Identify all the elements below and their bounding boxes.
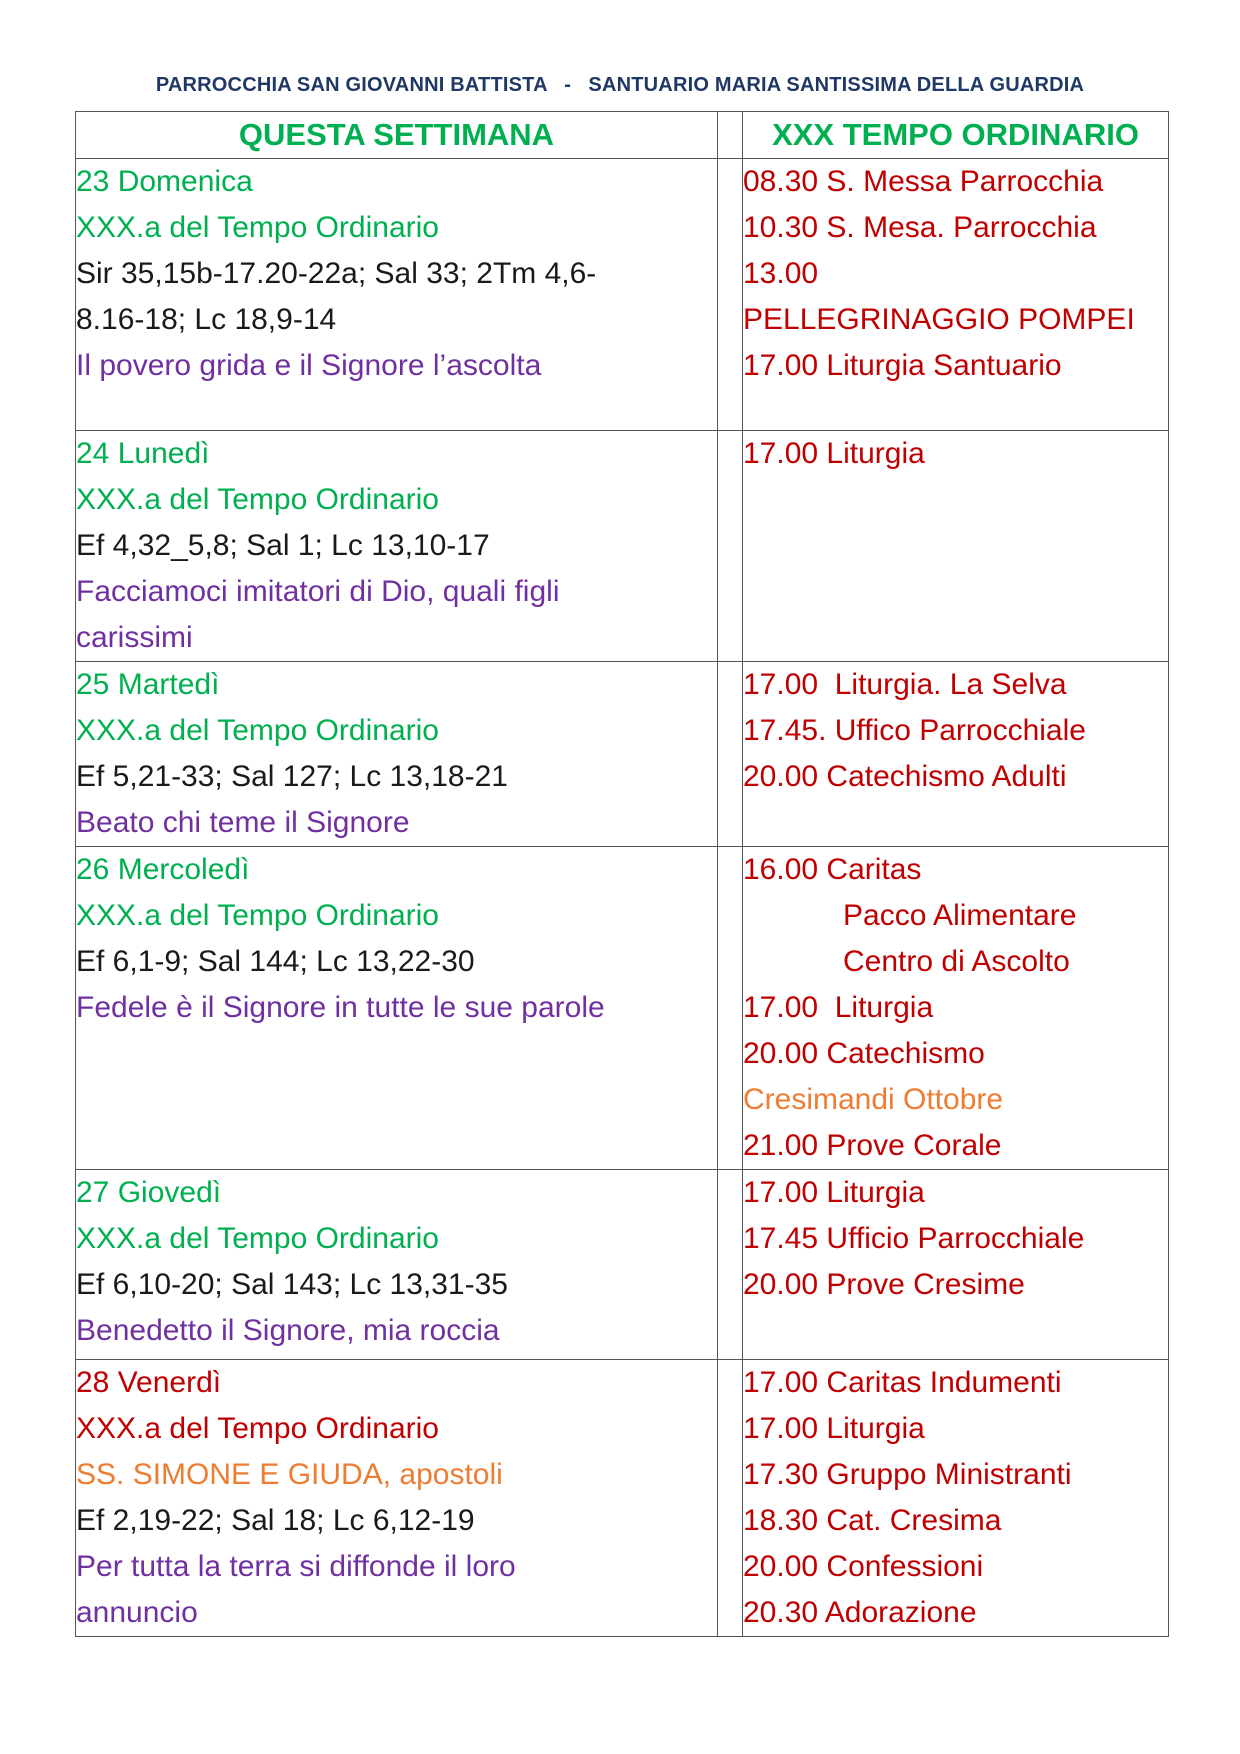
spacer-cell — [718, 1170, 743, 1360]
psalm-response: Beato chi teme il Signore — [76, 806, 410, 839]
day-label: 24 Lunedì — [76, 437, 210, 470]
liturgical-season: XXX.a del Tempo Ordinario — [76, 899, 439, 932]
event-item: 20.00 Catechismo Adulti — [743, 760, 1067, 793]
psalm-response: Benedetto il Signore, mia roccia — [76, 1314, 500, 1347]
readings-line: Ef 6,10-20; Sal 143; Lc 13,31-35 — [76, 1268, 508, 1301]
events-cell — [743, 159, 1169, 431]
liturgical-season: XXX.a del Tempo Ordinario — [76, 1412, 439, 1445]
event-item: Centro di Ascolto — [843, 945, 1070, 978]
day-row-24 — [76, 431, 1169, 662]
day-row-23 — [76, 159, 1169, 431]
event-item: 10.30 S. Mesa. Parrocchia — [743, 211, 1097, 244]
event-item: 17.45 Ufficio Parrocchiale — [743, 1222, 1085, 1255]
spacer-cell — [718, 662, 743, 847]
day-info-cell — [76, 159, 718, 431]
readings-line: Ef 4,32_5,8; Sal 1; Lc 13,10-17 — [76, 529, 490, 562]
page-header: PARROCCHIA SAN GIOVANNI BATTISTA - SANTUARIO MARIA SANTISSIMA DELLA GUARDIA — [155, 74, 1085, 96]
event-item: 17.00 Liturgia. La Selva — [743, 668, 1067, 701]
header-cell-right — [743, 112, 1169, 159]
event-item: 16.00 Caritas — [743, 853, 922, 886]
event-item: 20.00 Prove Cresime — [743, 1268, 1025, 1301]
event-item: 18.30 Cat. Cresima — [743, 1504, 1002, 1537]
day-info-cell — [76, 847, 718, 1170]
psalm-response: Facciamoci imitatori di Dio, quali figli carissimi — [76, 575, 560, 654]
events-cell — [743, 431, 1169, 662]
event-item: Cresimandi Ottobre — [743, 1083, 1004, 1116]
day-info-cell — [76, 431, 718, 662]
event-item: 17.00 Liturgia — [743, 991, 934, 1024]
event-item: PELLEGRINAGGIO POMPEI — [743, 303, 1135, 336]
day-label: 26 Mercoledì — [76, 853, 250, 886]
header-cell-left — [76, 112, 718, 159]
day-row-25 — [76, 662, 1169, 847]
spacer-cell — [718, 112, 743, 159]
psalm-response: Il povero grida e il Signore l’ascolta — [76, 349, 542, 382]
liturgical-season: XXX.a del Tempo Ordinario — [76, 211, 439, 244]
feast-name: SS. SIMONE E GIUDA, apostoli — [76, 1458, 503, 1491]
readings-line: Ef 2,19-22; Sal 18; Lc 6,12-19 — [76, 1504, 475, 1537]
event-item: 17.00 Liturgia — [743, 1176, 925, 1209]
event-item: 17.00 Caritas Indumenti — [743, 1366, 1062, 1399]
event-item: 20.30 Adorazione — [743, 1596, 977, 1629]
events-cell — [743, 847, 1169, 1170]
day-label: 27 Giovedì — [76, 1176, 222, 1209]
spacer-cell — [718, 847, 743, 1170]
liturgical-season: XXX.a del Tempo Ordinario — [76, 483, 439, 516]
readings-line: Sir 35,15b-17.20-22a; Sal 33; 2Tm 4,6- — [76, 257, 597, 290]
spacer-cell — [718, 159, 743, 431]
day-row-27 — [76, 1170, 1169, 1360]
day-info-cell — [76, 1170, 718, 1360]
day-info-cell — [76, 662, 718, 847]
day-label: 28 Venerdì — [76, 1366, 222, 1399]
event-item: 17.00 Liturgia — [743, 437, 925, 470]
readings-line: 8.16-18; Lc 18,9-14 — [76, 303, 337, 336]
readings-line: Ef 5,21-33; Sal 127; Lc 13,18-21 — [76, 760, 508, 793]
event-item: 17.45. Uffico Parrocchiale — [743, 714, 1086, 747]
readings-line: Ef 6,1-9; Sal 144; Lc 13,22-30 — [76, 945, 475, 978]
table-header-row — [76, 112, 1169, 159]
event-item: 17.30 Gruppo Ministranti — [743, 1458, 1072, 1491]
day-info-cell — [76, 1360, 718, 1637]
event-item: 17.00 Liturgia Santuario — [743, 349, 1062, 382]
spacer-cell — [718, 431, 743, 662]
events-cell — [743, 1170, 1169, 1360]
spacer-cell — [718, 1360, 743, 1637]
event-item: 08.30 S. Messa Parrocchia — [743, 165, 1104, 198]
event-item: 17.00 Liturgia — [743, 1412, 925, 1445]
day-label: 25 Martedì — [76, 668, 220, 701]
events-cell — [743, 662, 1169, 847]
column-title-this-week: QUESTA SETTIMANA — [238, 117, 555, 152]
liturgical-season: XXX.a del Tempo Ordinario — [76, 714, 439, 747]
weekly-schedule-table — [75, 111, 1169, 1637]
liturgical-season: XXX.a del Tempo Ordinario — [76, 1222, 439, 1255]
event-item: 20.00 Catechismo — [743, 1037, 985, 1070]
psalm-response: Fedele è il Signore in tutte le sue parole — [76, 991, 605, 1024]
column-title-ordinary-time: XXX TEMPO ORDINARIO — [772, 117, 1139, 152]
events-cell — [743, 1360, 1169, 1637]
psalm-response: Per tutta la terra si diffonde il loro annuncio — [76, 1550, 516, 1629]
day-row-28 — [76, 1360, 1169, 1637]
event-item: 20.00 Confessioni — [743, 1550, 984, 1583]
event-item: 21.00 Prove Corale — [743, 1129, 1002, 1162]
day-row-26 — [76, 847, 1169, 1170]
event-item: 13.00 — [743, 257, 819, 290]
event-item: Pacco Alimentare — [843, 899, 1077, 932]
day-label: 23 Domenica — [76, 165, 253, 198]
